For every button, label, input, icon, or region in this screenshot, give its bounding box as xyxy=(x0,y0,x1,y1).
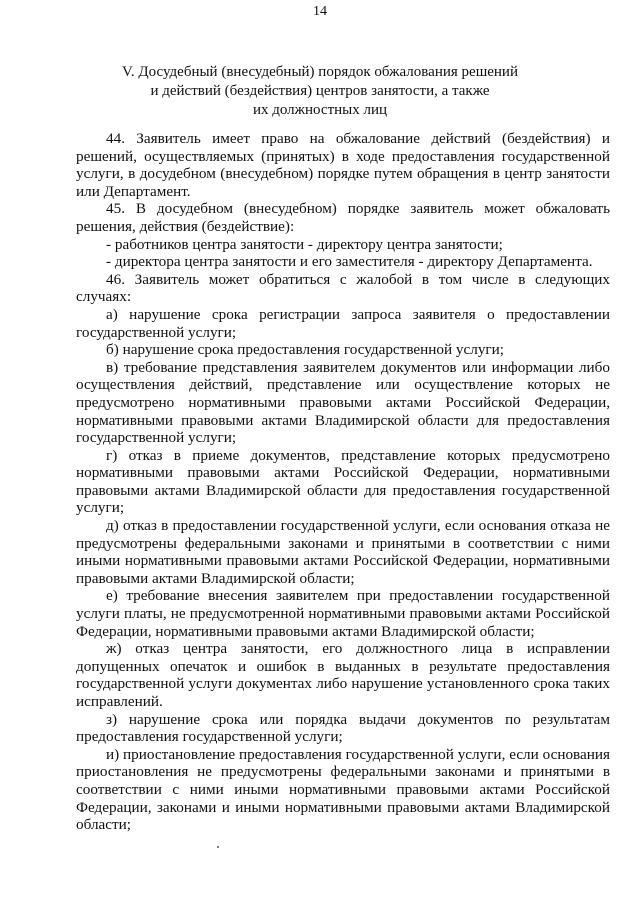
list-item-director: - директора центра занятости и его заместителя - директору Департамента. xyxy=(106,253,593,271)
document-body xyxy=(76,130,610,834)
clause-a: а) нарушение срока регистрации запроса заявителя о предоставлении государственной услуги; xyxy=(76,305,610,341)
clause-z: з) нарушение срока или порядка выдачи документов по результатам предоставления государственной услуги; xyxy=(76,710,610,746)
clause-zh: ж) отказ центра занятости, его должностного лица в исправлении допущенных опечаток и ошибок в выданных в результате предоставления государственной услуги документах либо нарушение установленного срока таких исправлений. xyxy=(76,640,610,710)
section-title-line-1: V. Досудебный (внесудебный) порядок обжалования решений xyxy=(122,64,518,80)
section-title-line-2: и действий (бездействия) центров занятости, а также xyxy=(150,83,490,99)
page-number: 14 xyxy=(313,4,327,19)
list-item-employees: - работников центра занятости - директору центра занятости; xyxy=(106,235,503,253)
clause-g: г) отказ в приеме документов, представление которых предусмотрено нормативными правовыми актами Российской Федерации, нормативными правовыми актами Владимирской области для предоставления государственной услуги; xyxy=(76,446,610,517)
clause-d: д) отказ в предоставлении государственной услуги, если основания отказа не предусмотрены федеральными законами и принятыми в соответствии с ними иными нормативными правовыми актами Российской Федерации, нормативными правовыми актами Владимирской области; xyxy=(76,517,610,587)
section-title-line-3: их должностных лиц xyxy=(252,102,388,118)
clause-b: б) нарушение срока предоставления государственной услуги; xyxy=(106,341,504,359)
clause-e: е) требование внесения заявителем при предоставлении государственной услуги платы, не предусмотренной нормативными правовыми актами Российской Федерации, нормативными правовыми актами Владимирской области; xyxy=(76,587,610,640)
paragraph-45: 45. В досудебном (внесудебном) порядке заявитель может обжаловать решения, действия (бездействие): xyxy=(76,200,610,235)
paragraph-44: 44. Заявитель имеет право на обжалование действий (бездействия) и решений, осуществляемых (принятых) в ходе предоставления государственной услуги, в досудебном (внесудебном) порядке путем обращения в центр занятости или Департамент. xyxy=(76,130,610,200)
section-title xyxy=(0,63,640,120)
paragraph-46: 46. Заявитель может обратиться с жалобой в том числе в следующих случаях: xyxy=(76,270,610,306)
clause-v: в) требование представления заявителем документов или информации либо осуществления действий, представление или осуществление которых не предусмотрено нормативными правовыми актами Российской Федерации, нормативными правовыми актами Владимирской области для предоставления государственной услуги; xyxy=(76,358,610,447)
scan-speck xyxy=(217,846,219,848)
clause-i: и) приостановление предоставления государственной услуги, если основания приостановления не предусмотрены федеральными законами и принятыми в соответствии с ними иными нормативными правовыми актами Российской Федерации, законами и иными нормативными правовыми актами Владимирской области; xyxy=(76,745,610,834)
